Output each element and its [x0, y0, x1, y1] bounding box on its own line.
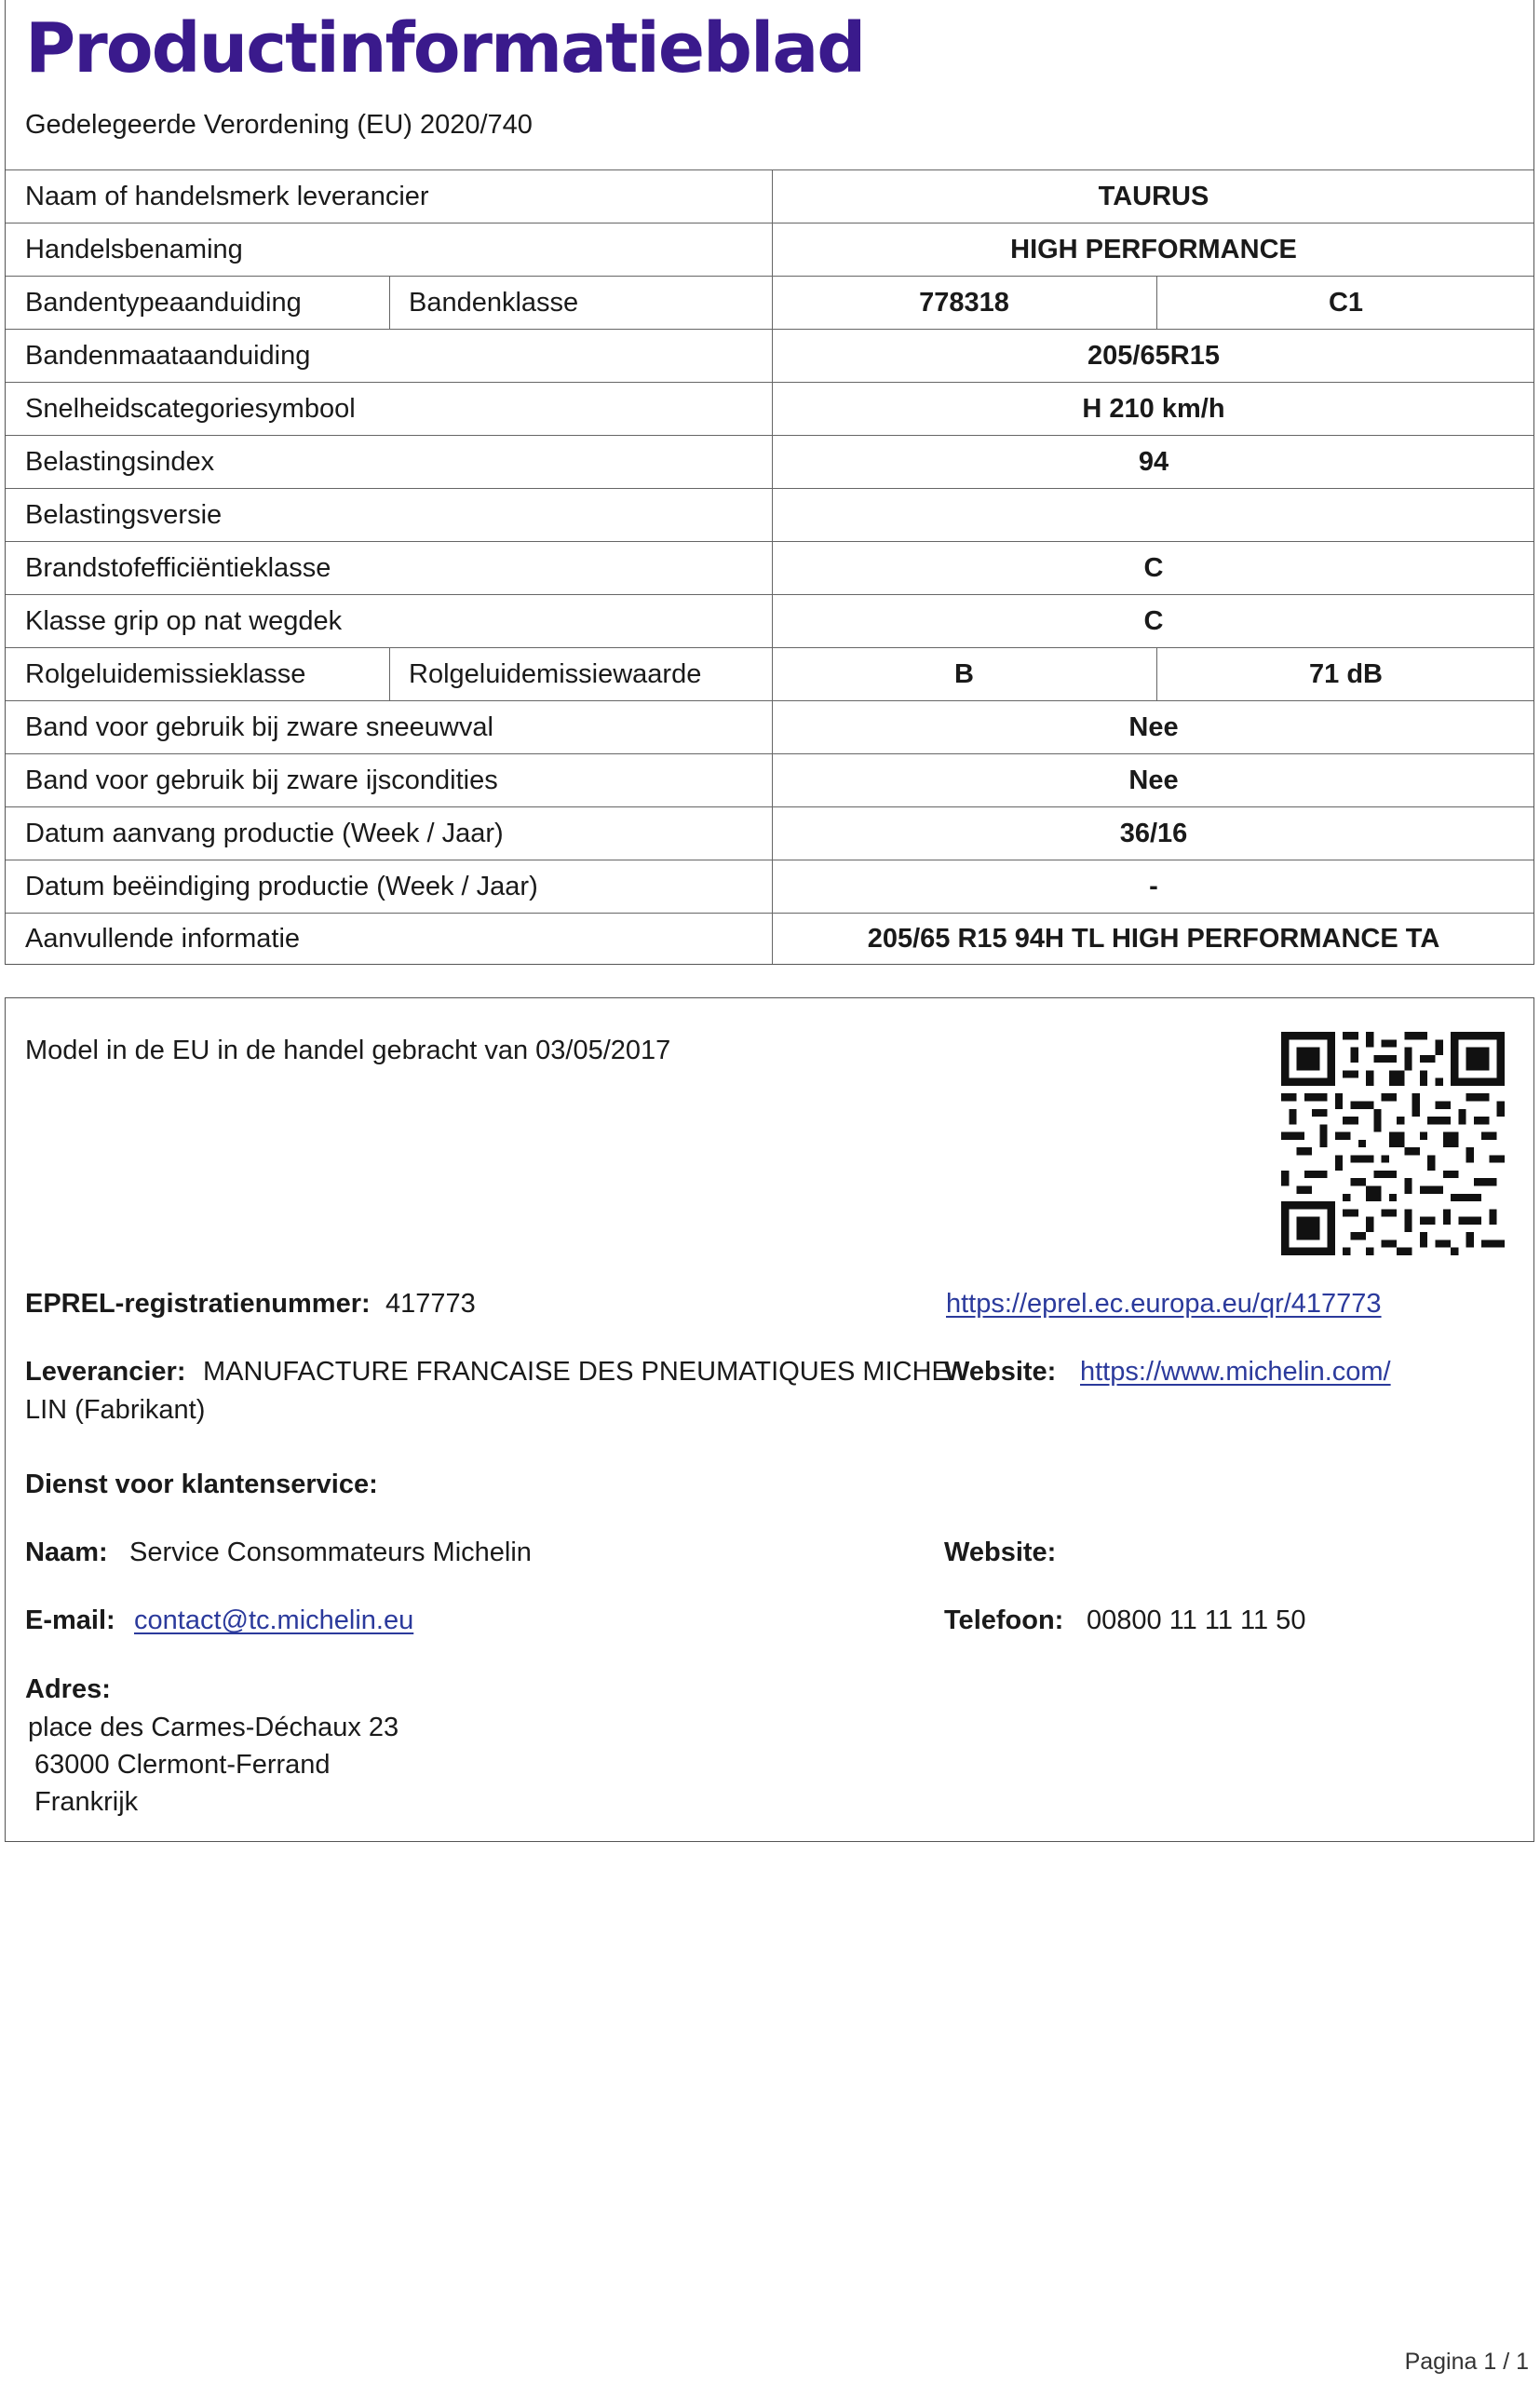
eprel-label: EPREL-registratienummer: [25, 1289, 371, 1319]
noise-value-value: 71 dB [1309, 658, 1383, 689]
snow-label: Band voor gebruik bij zware sneeuwval [25, 711, 493, 742]
speed-value: H 210 km/h [1082, 393, 1225, 424]
row-wet-grip [6, 594, 1533, 647]
product-info-panel [5, 0, 1534, 965]
supplier-value: TAURUS [1098, 181, 1209, 211]
noise-value-label: Rolgeluidemissiewaarde [409, 658, 702, 689]
supplier-info-panel [5, 997, 1534, 1842]
row-ice [6, 753, 1533, 806]
supplier-name-line2: LIN (Fabrikant) [25, 1395, 206, 1425]
qr-code-icon [1281, 1032, 1505, 1255]
load-version-label: Belastingsversie [25, 499, 223, 530]
class-value: C1 [1328, 287, 1364, 318]
supplier-label: Naam of handelsmerk leverancier [25, 181, 429, 211]
row-supplier [6, 169, 1533, 223]
ice-value: Nee [1128, 765, 1179, 795]
load-index-label: Belastingsindex [25, 446, 215, 477]
page-title: Productinformatieblad [25, 8, 865, 88]
row-load-version [6, 488, 1533, 541]
fuel-value: C [1143, 552, 1164, 583]
wet-grip-value: C [1143, 605, 1164, 636]
phone-label: Telefoon: [944, 1605, 1064, 1635]
additional-info-label: Aanvullende informatie [25, 923, 301, 954]
ice-label: Band voor gebruik bij zware ijscondities [25, 765, 498, 795]
name-label: Naam: [25, 1537, 108, 1567]
size-label: Bandenmaataanduiding [25, 340, 311, 371]
class-label: Bandenklasse [409, 287, 579, 318]
load-version-value [772, 489, 1535, 541]
website-label: Website: [944, 1357, 1057, 1387]
service-website-label: Website: [944, 1537, 1057, 1567]
address-label: Adres: [25, 1674, 111, 1704]
email-link[interactable]: contact@tc.michelin.eu [134, 1605, 414, 1635]
row-size [6, 329, 1533, 382]
row-snow [6, 700, 1533, 753]
fuel-label: Brandstofefficiëntieklasse [25, 552, 331, 583]
production-start-label: Datum aanvang productie (Week / Jaar) [25, 818, 504, 848]
row-noise [6, 647, 1533, 700]
supplier-name-line1: MANUFACTURE FRANCAISE DES PNEUMATIQUES MICHE [203, 1357, 950, 1387]
production-start-value: 36/16 [1119, 818, 1188, 848]
website-link[interactable]: https://www.michelin.com/ [1080, 1357, 1391, 1387]
row-speed [6, 382, 1533, 435]
row-production-start [6, 806, 1533, 860]
address-line3: Frankrijk [34, 1787, 139, 1817]
address-line1: place des Carmes-Déchaux 23 [28, 1713, 399, 1742]
regulation-text: Gedelegeerde Verordening (EU) 2020/740 [25, 110, 533, 140]
row-fuel [6, 541, 1533, 594]
noise-class-value: B [954, 658, 974, 689]
row-trade-name [6, 223, 1533, 276]
production-end-value: - [1149, 871, 1158, 901]
production-end-label: Datum beëindiging productie (Week / Jaar) [25, 871, 538, 901]
type-id-label: Bandentypeaanduiding [25, 287, 302, 318]
type-id-value: 778318 [919, 287, 1009, 318]
load-index-value: 94 [1138, 446, 1169, 477]
address-line2: 63000 Clermont-Ferrand [34, 1750, 331, 1780]
name-value: Service Consommateurs Michelin [129, 1537, 532, 1567]
service-heading: Dienst voor klantenservice: [25, 1470, 378, 1499]
trade-name-label: Handelsbenaming [25, 234, 243, 264]
supplier-label: Leverancier: [25, 1357, 186, 1387]
row-production-end [6, 860, 1533, 913]
email-label: E-mail: [25, 1605, 115, 1635]
market-date-text: Model in de EU in de handel gebracht van 03/05/2017 [25, 1036, 671, 1065]
row-additional-info [6, 913, 1533, 965]
page-number: Pagina 1 / 1 [1404, 2349, 1529, 2375]
size-value: 205/65R15 [1087, 340, 1220, 371]
eprel-link[interactable]: https://eprel.ec.europa.eu/qr/417773 [946, 1289, 1382, 1319]
trade-name-value: HIGH PERFORMANCE [1010, 234, 1297, 264]
row-type-class [6, 276, 1533, 329]
eprel-number: 417773 [385, 1289, 476, 1319]
row-load-index [6, 435, 1533, 488]
noise-class-label: Rolgeluidemissieklasse [25, 658, 306, 689]
phone-value: 00800 11 11 11 50 [1087, 1605, 1306, 1635]
snow-value: Nee [1128, 711, 1179, 742]
wet-grip-label: Klasse grip op nat wegdek [25, 605, 343, 636]
speed-label: Snelheidscategoriesymbool [25, 393, 356, 424]
additional-info-value: 205/65 R15 94H TL HIGH PERFORMANCE TA [867, 923, 1440, 954]
